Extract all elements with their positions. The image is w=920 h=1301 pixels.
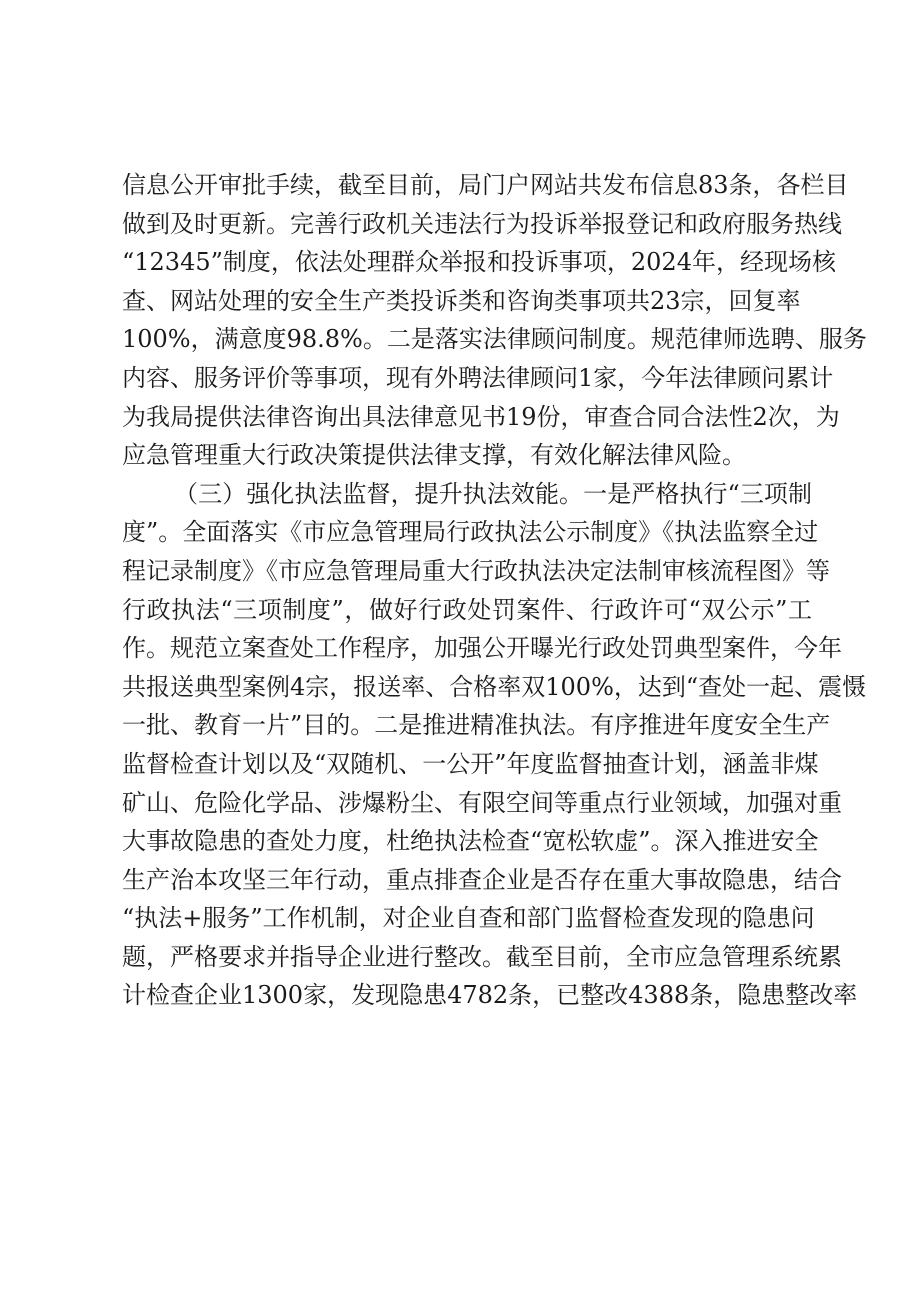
- text-line: 行政执法“三项制度”，做好行政处罚案件、行政许可“双公示”工: [122, 595, 812, 624]
- section-heading-line: （三）强化执法监督，提升执法效能。一是严格执行“三项制: [174, 479, 812, 508]
- text-line: 作。规范立案查处工作程序，加强公开曝光行政处罚典型案件，今年: [122, 634, 842, 663]
- text-line: 内容、服务评价等事项，现有外聘法律顾问1家，今年法律顾问累计: [122, 363, 834, 392]
- text-line: 生产治本攻坚三年行动，重点排查企业是否存在重大事故隐患，结合: [122, 865, 842, 894]
- text-line: “执法+服务”工作机制，对企业自查和部门监督检查发现的隐患问: [122, 904, 815, 933]
- text-line: 程记录制度》《市应急管理局重大行政执法决定法制审核流程图》等: [122, 556, 830, 585]
- text-line: 计检查企业1300家，发现隐患4782条，已整改4388条，隐患整改率: [122, 981, 858, 1010]
- text-line: 度”。全面落实《市应急管理局行政执法公示制度》《执法监察全过: [122, 518, 819, 547]
- text-line: 一批、教育一片”目的。二是推进精准执法。有序推进年度安全生产: [122, 711, 831, 740]
- text-line: “12345”制度，依法处理群众举报和投诉事项，2024年，经现场核: [122, 248, 836, 277]
- text-line: 信息公开审批手续，截至目前，局门户网站共发布信息83条，各栏目: [122, 171, 849, 199]
- text-line: 监督检查计划以及“双随机、一公开”年度监督抽查计划，涵盖非煤: [122, 749, 819, 778]
- text-line: 查、网站处理的安全生产类投诉类和咨询类事项共23宗，回复率: [122, 286, 801, 315]
- text-line: 做到及时更新。完善行政机关违法行为投诉举报登记和政府服务热线: [122, 209, 842, 238]
- text-line: 共报送典型案例4宗，报送率、合格率双100%，达到“查处一起、震慑: [122, 672, 867, 701]
- text-line: 100%，满意度98.8%。二是落实法律顾问制度。规范律师选聘、服务: [122, 325, 867, 354]
- text-line: 大事故隐患的查处力度，杜绝执法检查“宽松软虚”。深入推进安全: [122, 827, 819, 856]
- body-text: [122, 166, 867, 1015]
- paragraph-end-line: 应急管理重大行政决策提供法律支撑，有效化解法律风险。: [122, 441, 746, 470]
- text-line: 矿山、危险化学品、涉爆粉尘、有限空间等重点行业领域，加强对重: [122, 788, 842, 817]
- text-line: 题，严格要求并指导企业进行整改。截至目前，全市应急管理系统累: [122, 942, 842, 971]
- text-line: 为我局提供法律咨询出具法律意见书19份，审查合同合法性2次，为: [122, 402, 840, 431]
